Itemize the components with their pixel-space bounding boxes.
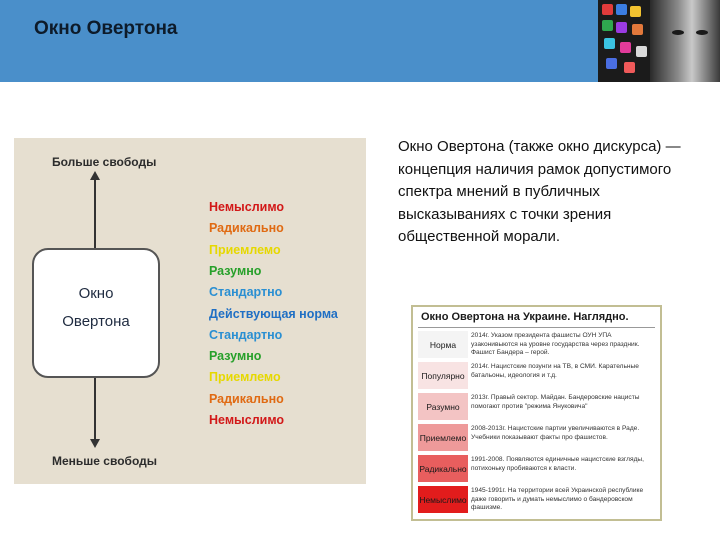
app-tile-icon — [602, 20, 613, 31]
window-label-line1: Окно — [78, 285, 114, 302]
less-freedom-label: Меньше свободы — [52, 454, 157, 468]
eye-icon — [696, 30, 708, 35]
level-label: Стандартно — [209, 285, 283, 300]
row-description: 2014г. Указом президента фашисты ОУН УПА узаконивыются на уровне государства через праздник. Фашист Бандера – герой. — [471, 332, 640, 357]
app-tile-icon — [624, 62, 635, 73]
level-label: Приемлемо — [209, 370, 281, 385]
app-tile-icon — [616, 4, 627, 15]
level-label: Приемлемо — [209, 242, 281, 257]
level-label: Разумно — [209, 349, 262, 364]
table-row — [418, 362, 656, 390]
level-label: Немыслимо — [209, 413, 285, 427]
overton-diagram — [14, 138, 366, 484]
table-row — [418, 424, 656, 452]
more-freedom-label: Больше свободы — [52, 155, 157, 169]
row-description: 2008-2013г. Нацистские партии увеличиваются в Раде. Учебники показывают факты про фашистов. — [471, 425, 640, 441]
app-tile-icon — [604, 38, 615, 49]
table-row — [418, 393, 656, 421]
table-title: Окно Овертона на Украине. Наглядно. — [421, 311, 629, 323]
window-label-line2: Овертона — [62, 313, 130, 330]
row-level-label: Популярно — [418, 362, 468, 390]
app-tile-icon — [606, 58, 617, 69]
row-level-label: Норма — [418, 331, 468, 359]
face-photo — [650, 0, 720, 82]
level-label: Разумно — [209, 263, 262, 278]
row-level-label: Разумно — [418, 393, 468, 421]
app-tile-icon — [630, 6, 641, 17]
app-tile-icon — [632, 24, 643, 35]
definition-text: Окно Овертона (также окно дискурса) — концепция наличия рамок допустимого спектра мнений в публичных высказываниях с точки зрения общественной морали. — [398, 138, 681, 245]
app-tile-icon — [602, 4, 613, 15]
row-description: 2013г. Правый сектор. Майдан. Бандеровские нацисты помогают против "режима Януковича" — [471, 394, 640, 410]
level-label: Радикально — [209, 391, 284, 406]
app-tile-icon — [636, 46, 647, 57]
portrait-collage-image — [598, 0, 720, 82]
row-description: 2014г. Нацистские позунги на ТВ, в СМИ. Карательные батальоны, идеология и т.д. — [471, 363, 639, 379]
level-label: Радикально — [209, 221, 284, 236]
app-tile-icon — [620, 42, 631, 53]
page-title: Окно Овертона — [34, 18, 178, 39]
row-description: 1991-2008. Появляются единичные нацистские взгляды, потихоньку пробиваются к власти. — [471, 456, 645, 472]
table-row — [418, 486, 656, 514]
ukraine-table — [411, 305, 662, 521]
level-label: Стандартно — [209, 327, 283, 342]
row-level-label: Радикально — [418, 455, 468, 483]
row-level-label: Приемлемо — [418, 424, 468, 452]
arrow-down-icon — [90, 439, 100, 448]
table-row — [418, 455, 656, 483]
table-row — [418, 331, 656, 359]
row-description: 1945-1991г. На территории всей Украинской республике даже говорить и думать немыслимо о бандеровском фашизме. — [471, 487, 644, 512]
app-tile-icon — [616, 22, 627, 33]
level-label: Действующая норма — [209, 306, 338, 321]
divider — [418, 327, 655, 328]
level-label: Немыслимо — [209, 200, 285, 214]
row-level-label: Немыслимо — [418, 486, 468, 514]
eye-icon — [672, 30, 684, 35]
